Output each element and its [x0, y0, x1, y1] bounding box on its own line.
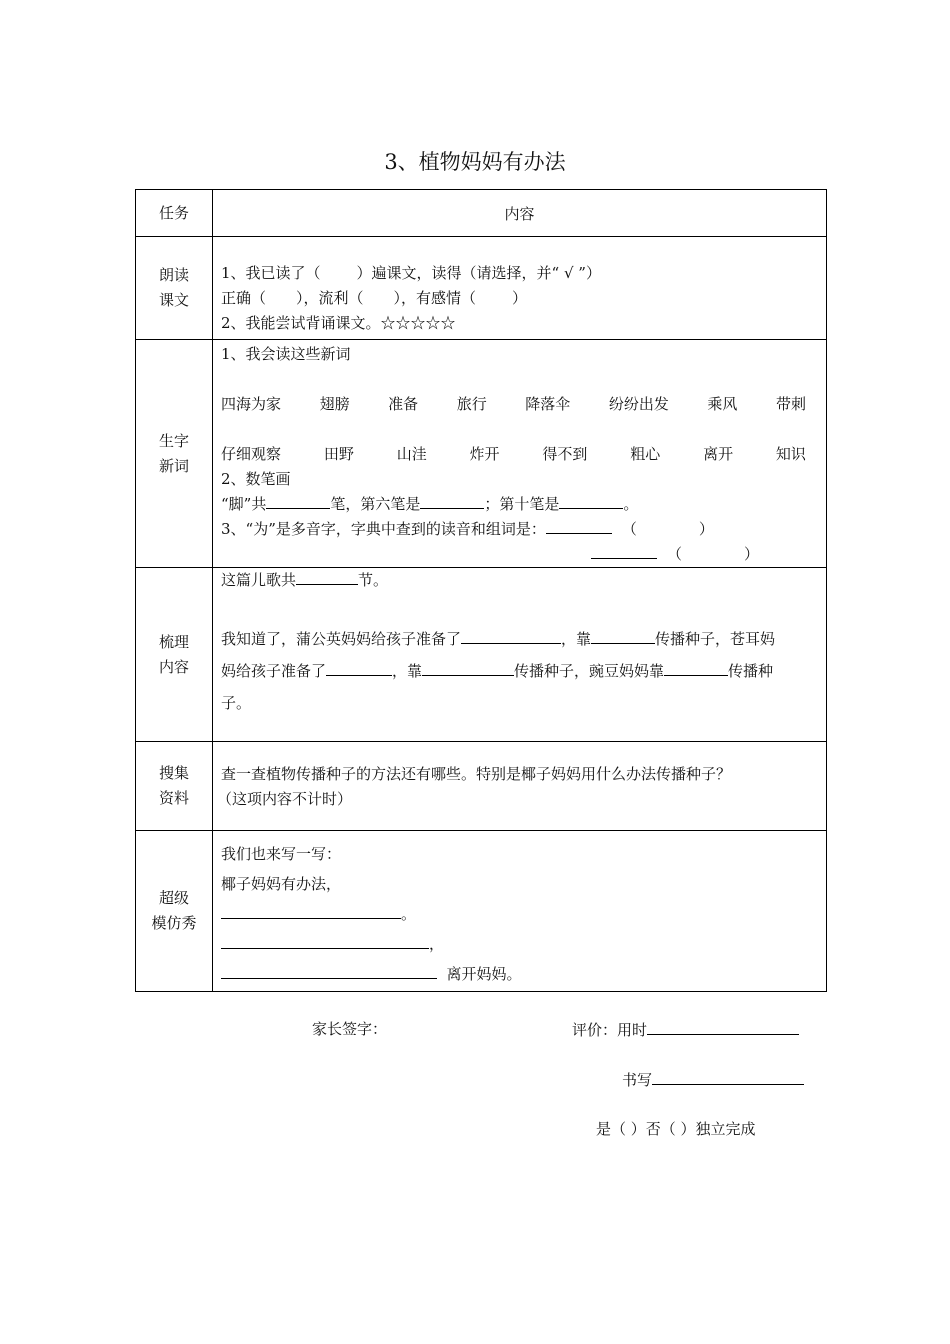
stroke-count-blank[interactable]	[266, 492, 330, 509]
header-content: 内容	[213, 190, 827, 237]
imitate-blank-1[interactable]	[221, 902, 401, 919]
eval-time-label: 评价：用时	[572, 1021, 648, 1039]
sort-line-4: 子。	[221, 694, 252, 712]
collect-label	[136, 742, 213, 831]
word: 得不到	[542, 445, 588, 463]
imitate-label-line2: 模仿秀	[151, 914, 197, 932]
stroke-line-end: 。	[623, 495, 639, 513]
vocab-line-5	[221, 542, 818, 567]
imitate-blank-3[interactable]	[221, 962, 437, 979]
sort-text: 我知道了，蒲公英妈妈给孩子准备了	[221, 630, 462, 648]
imitate-end-1: 。	[401, 905, 417, 923]
word: 旅行	[456, 395, 487, 413]
sort-text: 传播种	[728, 662, 774, 680]
cocklebur-prepare-blank[interactable]	[326, 659, 392, 676]
vocab-words-row-2	[221, 442, 818, 467]
vocab-row	[136, 340, 827, 568]
verse-count-label: 这篇儿歌共	[221, 571, 297, 589]
vocab-label	[136, 340, 213, 568]
dandelion-prepare-blank[interactable]	[461, 627, 561, 644]
imitate-row	[136, 831, 827, 992]
imitate-line-2: 椰子妈妈有办法，	[221, 875, 342, 893]
writing-field[interactable]	[652, 1068, 804, 1085]
reading-blank-1[interactable]	[546, 517, 612, 534]
reading-blank-2[interactable]	[591, 542, 657, 559]
parent-signature-label: 家长签字：	[312, 1020, 388, 1038]
imitate-line-5	[221, 959, 818, 989]
word: 降落伞	[525, 395, 571, 413]
tenth-stroke-label: ；第十笔是	[484, 495, 560, 513]
sort-label-line2: 内容	[158, 657, 189, 676]
tenth-stroke-blank[interactable]	[559, 492, 623, 509]
sort-text: 妈给孩子准备了	[221, 662, 327, 680]
dandelion-by-blank[interactable]	[591, 627, 655, 644]
imitate-line-4	[221, 929, 818, 959]
reading-fluent: ），流利（	[296, 289, 364, 307]
sort-line-3	[221, 655, 818, 687]
reading-line-3: 2、我能尝试背诵课文。☆☆☆☆☆	[221, 314, 456, 332]
task-table	[135, 189, 827, 992]
sort-line-2	[221, 623, 818, 655]
reading-line-1	[221, 261, 818, 286]
eval-time-row	[572, 1018, 799, 1040]
word: 准备	[388, 395, 419, 413]
imitate-line-1: 我们也来写一写：	[221, 845, 342, 863]
sort-content	[213, 568, 827, 742]
page-title: 3、植物妈妈有办法	[384, 150, 566, 174]
collect-label-line1: 搜集	[158, 764, 189, 782]
collect-row	[136, 742, 827, 831]
vocab-line-2: 2、数笔画	[221, 470, 291, 488]
imitate-content	[213, 831, 827, 992]
imitate-label	[136, 831, 213, 992]
vocab-line-1: 1、我会读这些新词	[221, 345, 351, 363]
vocab-line-4	[221, 517, 818, 542]
sort-row	[136, 568, 827, 742]
word: 仔细观察	[221, 445, 282, 463]
imitate-end-2: ，	[429, 935, 445, 953]
verse-count-blank[interactable]	[296, 568, 358, 585]
reading-line-2	[221, 286, 818, 311]
collect-line-2: （这项内容不计时）	[217, 790, 353, 808]
vocab-label-line2: 新词	[158, 456, 189, 475]
independent-completion: 是（ ）否（ ）独立完成	[596, 1120, 756, 1138]
paren-close: ）	[698, 520, 714, 538]
sort-label	[136, 568, 213, 742]
writing-row	[622, 1068, 804, 1090]
collect-line-1: 查一查植物传播种子的方法还有哪些。特别是椰子妈妈用什么办法传播种子？	[221, 765, 732, 783]
eval-time-field[interactable]	[647, 1018, 799, 1035]
reading-content	[213, 237, 827, 340]
sort-text: 传播种子，苍耳妈	[655, 630, 776, 648]
word: 知识	[775, 445, 806, 463]
header-row	[136, 190, 827, 237]
word: 乘风	[707, 395, 738, 413]
reading-line-1a: 1、我已读了（	[221, 264, 321, 282]
paren-close: ）	[744, 545, 760, 563]
reading-line-1b: ）遍课文，读得（请选择，并“ √ ”）	[356, 264, 601, 282]
pea-by-blank[interactable]	[664, 659, 728, 676]
word: 田野	[323, 445, 354, 463]
sort-line-1	[221, 568, 818, 593]
sort-text: 传播种子，豌豆妈妈靠	[514, 662, 665, 680]
header-task: 任务	[136, 190, 213, 237]
imitate-label-line1: 超级	[158, 889, 189, 907]
collect-content	[213, 742, 827, 831]
cocklebur-by-blank[interactable]	[422, 659, 514, 676]
reading-close: ）	[512, 289, 528, 307]
word: 炸开	[469, 445, 500, 463]
paren-open: （	[667, 545, 683, 563]
word: 翅膀	[319, 395, 350, 413]
reading-label	[136, 237, 213, 340]
vocab-line-3	[221, 492, 818, 517]
vocab-content	[213, 340, 827, 568]
word: 带刺	[775, 395, 806, 413]
vocab-label-line1: 生字	[158, 431, 189, 450]
sort-text: ，靠	[392, 662, 423, 680]
stroke-count-label: “脚”共	[221, 495, 267, 513]
imitate-blank-2[interactable]	[221, 932, 429, 949]
vocab-words-row-1	[221, 392, 818, 417]
word: 离开	[703, 445, 734, 463]
sixth-stroke-label: 笔，第六笔是	[330, 495, 421, 513]
reading-label-line2: 课文	[158, 291, 189, 309]
sort-label-line1: 梳理	[158, 632, 189, 651]
sort-text: ，靠	[561, 630, 592, 648]
imitate-end-3: 离开妈妈。	[446, 965, 522, 983]
sixth-stroke-blank[interactable]	[420, 492, 484, 509]
reading-emotion: ），有感情（	[393, 289, 477, 307]
writing-label: 书写	[622, 1071, 653, 1089]
word: 纷纷出发	[608, 395, 669, 413]
imitate-line-3	[221, 899, 818, 929]
polyphone-label: 3、“为”是多音字，字典中查到的读音和组词是：	[221, 520, 546, 538]
paren-open: （	[621, 520, 637, 538]
word: 四海为家	[221, 395, 282, 413]
verse-count-end: 节。	[358, 571, 389, 589]
reading-correct: 正确（	[221, 289, 267, 307]
reading-row	[136, 237, 827, 340]
reading-label-line1: 朗读	[158, 266, 189, 284]
word: 山洼	[396, 445, 427, 463]
word: 粗心	[630, 445, 661, 463]
collect-label-line2: 资料	[158, 789, 189, 807]
